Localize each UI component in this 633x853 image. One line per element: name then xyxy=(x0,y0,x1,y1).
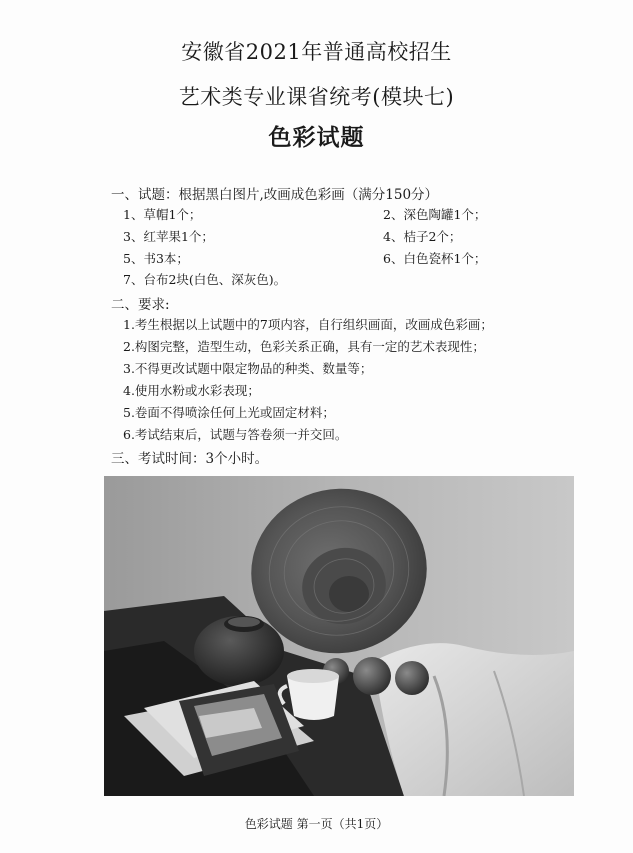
exam-title-line2: 艺术类专业课省统考(模块七) xyxy=(178,85,455,109)
requirement-3: 3.不得更改试题中限定物品的种类、数量等； xyxy=(123,361,373,376)
requirement-6: 6.考试结束后，试题与答卷须一并交回。 xyxy=(123,427,348,442)
item-dark-jar: 2、深色陶罐1个； xyxy=(383,207,487,222)
requirement-1: 1.考生根据以上试题中的7项内容，自行组织画面，改画成色彩画； xyxy=(123,317,493,332)
requirement-5: 5.卷面不得喷涂任何上光或固定材料； xyxy=(123,405,335,420)
requirement-2: 2.构图完整，造型生动，色彩关系正确，具有一定的艺术表现性； xyxy=(123,339,485,354)
item-red-apple: 3、红苹果1个； xyxy=(123,229,214,244)
item-white-cup: 6、白色瓷杯1个； xyxy=(383,251,487,266)
requirement-4: 4.使用水粉或水彩表现； xyxy=(123,383,260,398)
exam-subject-title: 色彩试题 xyxy=(268,124,365,151)
section1-heading: 一、试题：根据黑白图片,改画成色彩画（满分150分） xyxy=(111,187,439,203)
item-books: 5、书3本； xyxy=(123,251,189,266)
item-straw-hat: 1、草帽1个； xyxy=(123,207,202,222)
item-tablecloth: 7、台布2块(白色、深灰色)。 xyxy=(123,272,287,287)
section2-heading: 二、要求: xyxy=(111,297,170,313)
item-oranges: 4、桔子2个； xyxy=(383,229,462,244)
page-footer: 色彩试题 第一页（共1页） xyxy=(244,817,389,831)
section3-exam-time: 三、考试时间：3个小时。 xyxy=(111,451,269,467)
exam-title-line1: 安徽省2021年普通高校招生 xyxy=(181,40,452,64)
still-life-photo xyxy=(104,476,574,796)
